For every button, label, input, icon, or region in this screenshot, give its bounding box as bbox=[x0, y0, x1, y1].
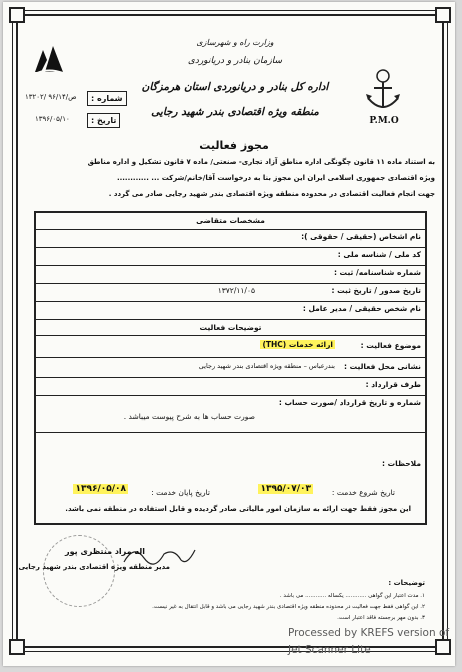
official-stamp bbox=[43, 535, 115, 607]
manager-label: نام شخص حقیقی / مدیر عامل : bbox=[302, 304, 421, 313]
ports-logo-icon bbox=[33, 42, 65, 76]
notes-row bbox=[36, 433, 425, 521]
permit-document bbox=[3, 2, 455, 666]
subject-value: ارائه خدمات (THC) bbox=[262, 340, 333, 349]
end-value: ۱۳۹۶/۰۵/۰۸ bbox=[75, 484, 126, 494]
footnote-3: ۳. بدون مهر برجسته فاقد اعتبار است. bbox=[337, 615, 425, 621]
ministry-name: وزارت راه و شهرسازی bbox=[196, 38, 274, 47]
intro-line-1: به استناد ماده ۱۱ قانون چگونگی اداره مناطق آزاد تجاری- صنعتی/ ماده ۷ قانون تشکیل و اداره مناطق bbox=[87, 158, 435, 166]
directorate-name: اداره کل بنادر و دریانوردی استان هرمزگان bbox=[141, 81, 329, 93]
address-label: نشانی محل فعالیت : bbox=[343, 362, 421, 371]
scanner-watermark-line-2: Jet Scanner Lite bbox=[288, 644, 371, 656]
intro-line-2: ویژه اقتصادی جمهوری اسلامی ایران این مجوز بنا به درخواست آقا/خانم/شرکت ... ............ bbox=[116, 174, 435, 182]
number-label: شماره : bbox=[87, 91, 127, 106]
footnote-1: ۱. مدت اعتبار این گواهی ............ یکساله ............ می باشد . bbox=[279, 593, 425, 599]
scanner-watermark-line-1: Processed by KREFS version of bbox=[288, 627, 450, 639]
table-row bbox=[36, 336, 425, 358]
border-corner bbox=[9, 639, 25, 655]
footnote-2: ۲. این گواهی فقط جهت فعالیت در محدوده منطقه ویژه اقتصادی بندر شهید رجایی می باشد و قابل انتقال به غیر نیست. bbox=[152, 604, 425, 610]
border-corner bbox=[435, 7, 451, 23]
start-value: ۱۳۹۵/۰۷/۰۳ bbox=[260, 484, 311, 494]
applicant-section-label: مشخصات متقاضی bbox=[196, 216, 265, 225]
permit-title: مجوز فعالیت bbox=[199, 139, 269, 152]
name-label: نام اشخاص (حقیقی / حقوقی ): bbox=[301, 232, 421, 241]
table-row bbox=[36, 358, 425, 378]
signatory-title: مدیر منطقه ویژه اقتصادی بندر شهید رجایی bbox=[18, 563, 170, 571]
national-id-label: کد ملی / شناسه ملی : bbox=[337, 250, 421, 259]
pmo-label: P.M.O bbox=[369, 116, 399, 126]
contract-number-value: صورت حساب ها به شرح پیوست میباشد . bbox=[123, 412, 255, 421]
issue-date-value: ۱۳۷۲/۱۱/۰۵ bbox=[217, 286, 255, 295]
activity-section-label: توضیحات فعالیت bbox=[199, 323, 262, 332]
zone-name: منطقه ویژه اقتصادی بندر شهید رجایی bbox=[151, 106, 319, 118]
permit-details-table bbox=[34, 211, 427, 525]
table-row bbox=[36, 266, 425, 284]
table-row bbox=[36, 302, 425, 320]
contract-party-label: طرف قرارداد : bbox=[365, 380, 421, 389]
validity-note: این مجوز فقط جهت ارائه به سازمان امور مالیاتی صادر گردیده و قابل استفاده در منطقه نمی باشد. bbox=[65, 505, 411, 513]
footnotes-heading: توضیحات : bbox=[388, 579, 425, 587]
table-row bbox=[36, 230, 425, 248]
date-label: تاریخ : bbox=[87, 113, 120, 128]
notes-label: ملاحظات : bbox=[381, 459, 421, 468]
border-corner bbox=[435, 639, 451, 655]
section-header-applicant bbox=[36, 213, 425, 230]
section-header-activity bbox=[36, 320, 425, 336]
reg-number-label: شماره شناسنامه/ ثبت : bbox=[333, 268, 421, 277]
issue-date-label: تاریخ صدور / تاریخ ثبت : bbox=[331, 286, 421, 295]
start-label: تاریخ شروع خدمت : bbox=[331, 488, 395, 497]
organization-name: سازمان بنادر و دریانوردی bbox=[187, 56, 283, 66]
table-row bbox=[36, 248, 425, 266]
signatory-name: اله مراد منتظری پور bbox=[65, 547, 145, 556]
table-row bbox=[36, 284, 425, 302]
address-value: بندرعباس – منطقه ویژه اقتصادی بندر شهید رجایی bbox=[198, 362, 335, 370]
table-row bbox=[36, 396, 425, 433]
end-label: تاریخ پایان خدمت : bbox=[151, 488, 210, 497]
date-value: ۱۳۹۶/۰۵/۱۰ bbox=[35, 115, 70, 123]
anchor-emblem-icon bbox=[360, 64, 406, 114]
contract-number-label: شماره و تاریخ قرارداد /صورت حساب : bbox=[278, 398, 421, 407]
border-corner bbox=[9, 7, 25, 23]
subject-label: موضوع فعالیت : bbox=[360, 341, 421, 350]
intro-line-3: جهت انجام فعالیت اقتصادی در محدوده منطقه ویژه اقتصادی بندر شهید رجایی صادر می گردد . bbox=[108, 190, 435, 198]
table-row bbox=[36, 378, 425, 396]
number-value: ۱۳۲۰۲/ ص/۹۶/۱۴ bbox=[25, 93, 77, 101]
